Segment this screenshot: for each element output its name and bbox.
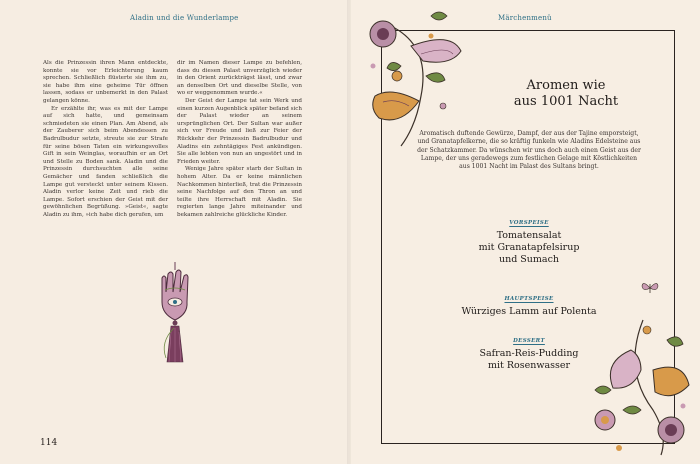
butterfly-icon: [641, 280, 659, 296]
text-column-1: [43, 60, 168, 219]
paragraph: Wenige Jahre später starb der Sultan in hohem Alter. Da er keine männlichen Nachkommen hinterließ, trat die Prinzessin seine Nachfolge auf den Thron an und teilte ihre Herrschaft mit Aladin. Sie regierten lange Jahre miteinander und bekamen zahlreiche glückliche Kinder.: [177, 166, 302, 218]
menu-title-line: aus 1001 Nacht: [513, 94, 619, 109]
text-column-2: [177, 60, 302, 219]
paragraph: Er erzählte ihr, was es mit der Lampe auf sich hatte, und gemeinsam schmiedeten sie einen Plan. Am Abend, als der Zauberer sich beim Abendessen zu Badrulbudur setzte, streute sie zur Strafe für seine bösen Taten ein wirkungsvolles Gift in sein Weinglas, woraufhin er an Ort und Stelle zu Boden sank. Aladin und die Prinzessin durchsuchten alle seine Gemächer und fanden schließlich die Lampe gut versteckt unter seinem Kissen. Aladin verlor keine Zeit und rieb die Lampe. Sofort erschien der Geist mit der gewöhnlichen Begrüßung. »Geist«, sagte Aladin zu ihm, »ich habe dich gerufen, um: [43, 105, 168, 218]
menu-title-line: Aromen wie: [526, 78, 606, 93]
menu-intro: Aromatisch duftende Gewürze, Dampf, der aus der Tajine emporsteigt, und Granatapfelkerne, die so kräftig funkeln wie Aladins Edelsteine aus der Schatzkammer. Da wünschen wir uns doch auch einen Geist aus der Lampe, der uns geradewegs zum festlichen Gelage mit Köstlichkeiten aus 1001 Nacht im Palast des Sultans bringt.: [417, 130, 641, 171]
dish-line: mit Rosenwasser: [487, 360, 571, 371]
course-main: [421, 296, 637, 318]
course-label: VORSPEISE: [509, 220, 549, 226]
left-running-head: Aladin und die Wunderlampe: [130, 14, 239, 22]
paragraph: Als die Prinzessin ihren Mann entdeckte, konnte sie vor Erleichterung kaum sprechen. Schließlich flüsterte sie ihm zu, sie habe ihm eine geheime Tür öffnen lassen, sodass er unbemerkt in den Palast gelangen könne.: [43, 60, 168, 104]
paisley-floral-ornament: [583, 310, 695, 460]
dish-name: [421, 348, 637, 372]
dish-name: [421, 230, 637, 266]
dish-line: Safran-Reis-Pudding: [479, 348, 579, 359]
dish-name: [421, 306, 637, 318]
right-running-head: Märchenmenü: [498, 14, 552, 22]
menu-title: [471, 78, 661, 110]
dish-line: mit Granatapfelsirup: [478, 242, 580, 253]
paragraph: Der Geist der Lampe tat sein Werk und einen kurzen Augenblick später befand sich der Palast wieder an seinem ursprünglichen Ort. Der Sultan war außer sich vor Freude und ließ zur Feier der Rückkehr der Prinzessin Badrulbudur und Aladins ein zehntägiges Fest ankündigen. Sie alle lebten von nun an ungestört und in Frieden weiter.: [177, 97, 302, 165]
dish-line: Würziges Lamm auf Polenta: [461, 306, 597, 317]
right-page: [351, 0, 700, 464]
dish-line: und Sumach: [498, 254, 560, 265]
course-label: HAUPTSPEISE: [504, 296, 554, 302]
course-dessert: [421, 338, 637, 372]
hamsa-tassel-illustration: [150, 262, 200, 366]
left-page: [0, 0, 349, 464]
page-number: 114: [40, 438, 58, 448]
course-starter: [421, 220, 637, 266]
dish-line: Tomatensalat: [496, 230, 562, 241]
paragraph: dir im Namen dieser Lampe zu befehlen, dass du diesen Palast unverzüglich wieder in den Orient zurückträgst lässt, und zwar an denselben Ort und dieselbe Stelle, von wo er weggenommen wurde.«: [177, 60, 302, 97]
course-label: DESSERT: [513, 338, 545, 344]
